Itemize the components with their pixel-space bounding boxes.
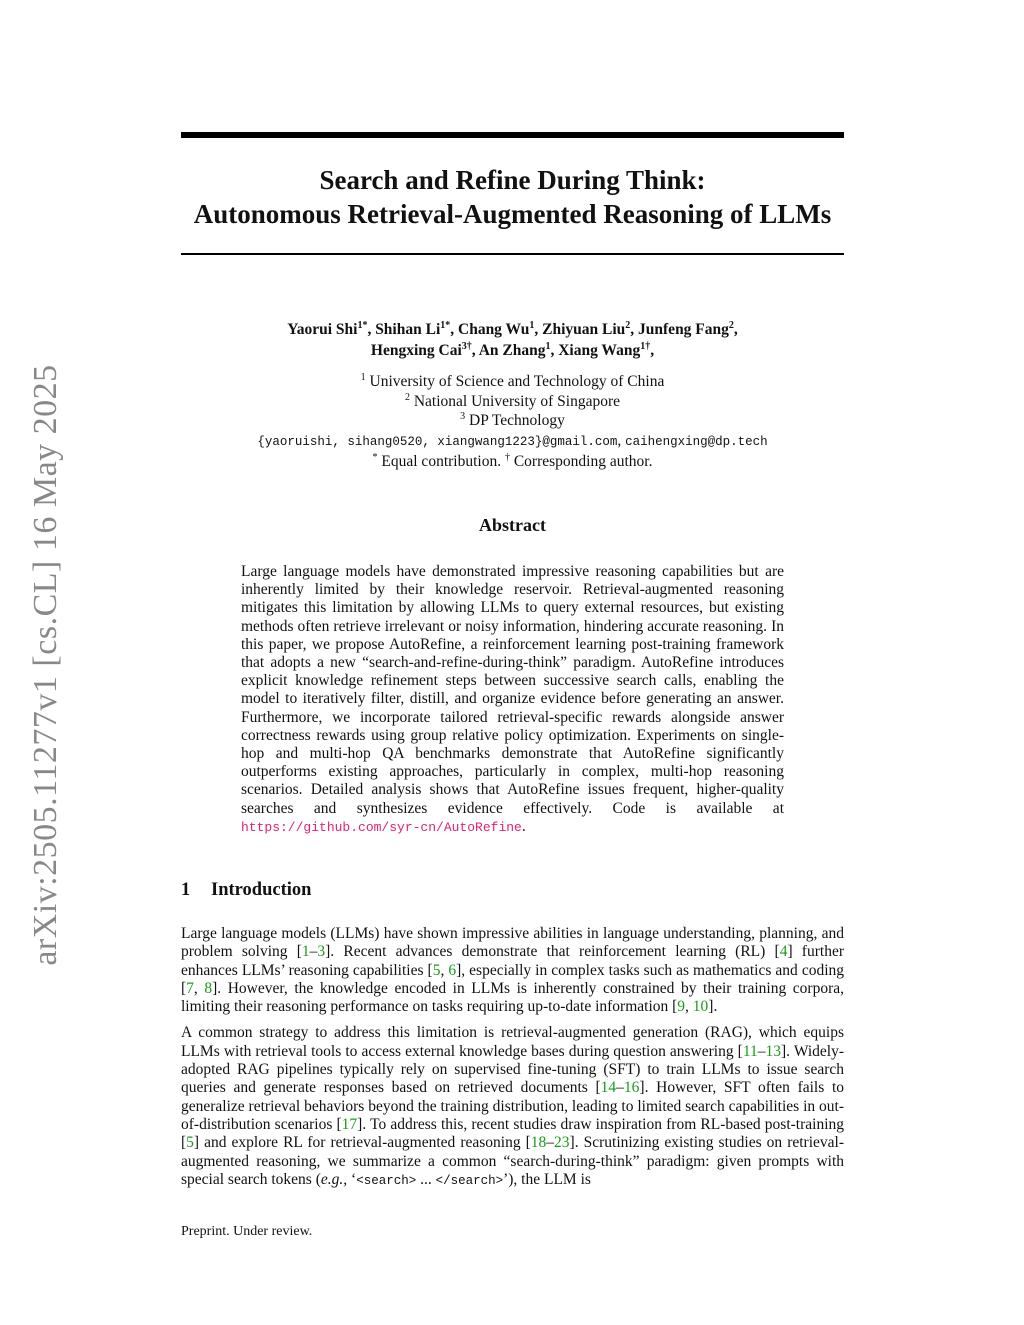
citation-link[interactable]: 17 xyxy=(341,1115,358,1133)
affiliation-2: $^2$ National University of Singapore xyxy=(404,391,621,410)
author-name: Hengxing Cai xyxy=(370,342,462,359)
citation-link[interactable]: 23 xyxy=(554,1134,570,1152)
citation-link[interactable]: 9 xyxy=(677,998,686,1016)
section-heading: 1 Introduction xyxy=(181,880,312,900)
arxiv-sidebar xyxy=(27,364,64,966)
citation-link[interactable]: 18 xyxy=(530,1134,547,1152)
code-link[interactable]: https://github.com/syr-cn/AutoRefine xyxy=(241,819,522,835)
email-group: {yaoruishi, sihang0520, xiangwang1223}@gmail.com xyxy=(257,434,618,449)
author-affil-mark: 1* xyxy=(440,319,451,331)
author-name: An Zhang xyxy=(478,342,546,359)
author-affil-mark: 1 xyxy=(529,319,535,331)
citation-link[interactable]: 14 xyxy=(600,1079,617,1097)
title-line-2: Autonomous Retrieval-Augmented Reasoning of LLMs xyxy=(193,199,832,229)
introduction-text xyxy=(181,925,844,1190)
title-bottom-rule xyxy=(181,253,844,255)
author-name: Zhiyuan Liu xyxy=(542,321,626,338)
author-affil-mark: 1† xyxy=(640,340,651,352)
citation-link[interactable]: 13 xyxy=(765,1042,782,1060)
intro-paragraph-1: Large language models (LLMs) have shown impressive abilities in language understanding, planning, and problem solving [1–3]. Recent advances demonstrate that reinforcement learning (RL) [4] further enhances LLMs’ reasoning capabilities [5, 6], especially in complex tasks such as mathematics and coding [7, 8]. However, the knowledge encoded in LLMs is inherently constrained by their training corpora, limiting their reasoning performance on tasks requiring up-to-date information [9, 10]. xyxy=(181,925,845,1016)
arxiv-id: arXiv:2505.11277v1 [cs.CL] 16 May 2025 xyxy=(27,364,64,966)
citation-link[interactable]: 1 xyxy=(301,943,310,961)
author-affil-mark: 1 xyxy=(545,340,551,352)
citation-link[interactable]: 7 xyxy=(186,979,194,997)
abstract-body: Large language models have demonstrated impressive reasoning capabilities but are inherently limited by their knowledge reservoir. Retrieval-augmented reasoning mitigates this limitation by allowing LLMs to query external resources, but existing methods often retrieve irrelevant or noisy information, hindering accurate reasoning. In this paper, we propose AutoRefine, a reinforcement learning post-training framework that adopts a new “search-and-refine-during-think” paradigm. AutoRefine introduces explicit knowledge refinement steps between successive search calls, enabling the model to iteratively filter, distill, and organize evidence before generating an answer. Furthermore, we incorporate tailored retrieval-specific rewards alongside answer correctness rewards using group relative policy optimization. Experiments on single-hop and multi-hop QA benchmarks demonstrate that AutoRefine significantly outperforms existing approaches, particularly in complex, multi-hop reasoning scenarios. Detailed analysis shows that AutoRefine issues frequent, higher-quality searches and synthesizes evidence effectively. Code is available at https://github.com/syr-cn/AutoRefine. xyxy=(241,563,784,835)
citation-link[interactable]: 10 xyxy=(692,998,709,1016)
affiliation-1: $^1$ University of Science and Technology of China xyxy=(360,371,665,390)
title-line-1: Search and Refine During Think: xyxy=(319,165,706,195)
author-line-2: Hengxing Cai$^{3\dagger}$, An Zhang$^1$, Xiang Wang$^{1\dagger}$, xyxy=(370,340,655,359)
author-affil-mark: 3† xyxy=(461,340,472,352)
author-name: Chang Wu xyxy=(458,321,530,338)
citation-link[interactable]: 11 xyxy=(742,1042,758,1060)
author-affil-mark: 2 xyxy=(728,319,734,331)
author-name: Junfeng Fang xyxy=(638,321,729,338)
code-token: <search> xyxy=(356,1173,417,1188)
citation-link[interactable]: 5 xyxy=(186,1134,194,1152)
author-affil-mark: 2 xyxy=(625,319,631,331)
title-top-rule xyxy=(181,132,844,138)
citation-link[interactable]: 16 xyxy=(623,1079,640,1097)
author-affil-mark: 1* xyxy=(357,319,368,331)
affiliations xyxy=(181,372,844,472)
author-list xyxy=(181,319,844,361)
citation-link[interactable]: 3 xyxy=(317,943,326,961)
author-notes: * Equal contribution. † Corresponding author. xyxy=(372,451,653,470)
paper-title xyxy=(181,163,844,231)
abstract-heading: Abstract xyxy=(479,515,546,535)
citation-link[interactable]: 5 xyxy=(432,961,441,979)
author-name: Shihan Li xyxy=(375,321,441,338)
author-name: Xiang Wang xyxy=(558,342,641,359)
author-line-1: Yaorui Shi$^{1*}$, Shihan $Li^{1*}$, Chang Wu$^1$, Zhiyuan Liu$^2$, Junfeng Fang$^2$, xyxy=(287,319,738,338)
affiliation-3: $^3$ DP Technology xyxy=(460,410,565,429)
email-single: caihengxing@dp.tech xyxy=(625,434,768,449)
citation-link[interactable]: 6 xyxy=(448,961,457,979)
email-line: {yaoruishi, sihang0520, xiangwang1223}@gmail.com, caihengxing@dp.tech xyxy=(257,431,768,449)
footer-note: Preprint. Under review. xyxy=(181,1224,313,1239)
citation-link[interactable]: 4 xyxy=(779,943,788,961)
citation-link[interactable]: 8 xyxy=(204,979,213,997)
author-name: Yaorui Shi xyxy=(287,321,358,338)
code-token: </search> xyxy=(435,1173,504,1188)
intro-paragraph-2: A common strategy to address this limitation is retrieval-augmented generation (RAG), which equips LLMs with retrieval tools to access external knowledge bases during question answering [11–13]. Widely-adopted RAG pipelines typically rely on supervised fine-tuning (SFT) to train LLMs to issue search queries and generate responses based on retrieved documents [14–16]. However, SFT often fails to generalize retrieval behaviors beyond the training distribution, leading to limited search capabilities in out-of-distribution scenarios [17]. To address this, recent studies draw inspiration from RL-based post-training [5] and explore RL for retrieval-augmented reasoning [18–23]. Scrutinizing existing studies on retrieval-augmented reasoning, we summarize a common “search-during-think” paradigm: given prompts with special search tokens (e.g., ‘<search> ... </search>’), the LLM is xyxy=(181,1024,845,1188)
